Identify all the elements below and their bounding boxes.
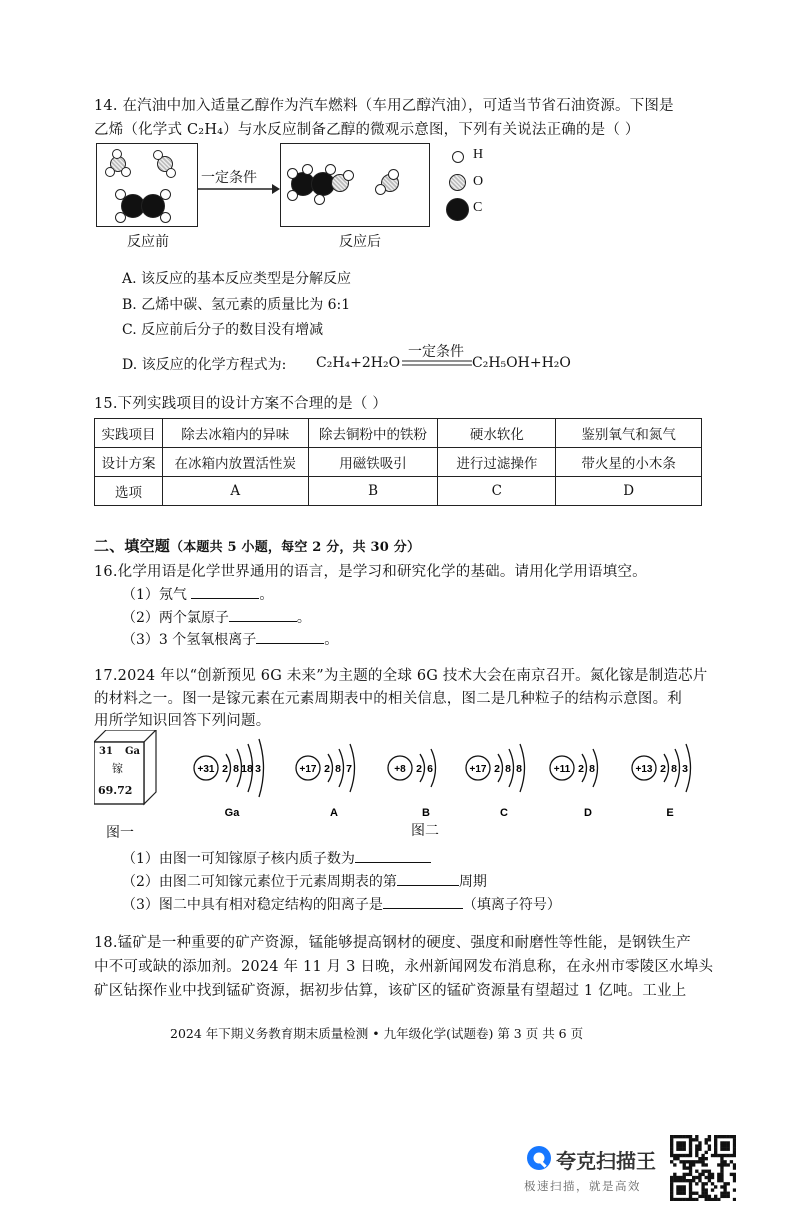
particle-B xyxy=(388,749,436,819)
after-box xyxy=(280,143,430,227)
electron-count: 3 xyxy=(682,763,688,775)
table-row: 设计方案 在冰箱内放置活性炭 用磁铁吸引 进行过滤操作 带火星的小木条 xyxy=(95,448,702,477)
electron-count: 18 xyxy=(241,763,253,775)
particle-diagrams xyxy=(180,726,720,821)
q17-sub-1: （1）由图一可知镓原子核内质子数为 xyxy=(122,848,431,868)
element-mass: 69.72 xyxy=(98,784,133,797)
particle-label: E xyxy=(666,807,674,819)
q17-stem-line1: 17.2024 年以“创新预见 6G 未来”为主题的全球 6G 技术大会在南京召开。氮化镓是制造芯片 xyxy=(94,668,708,684)
carbon-legend-icon xyxy=(446,198,469,221)
hydrogen-legend-icon xyxy=(452,151,464,163)
q18-stem-line2: 中不可或缺的添加剂。2024 年 11 月 3 日晚，永州新闻网发布消息称，在永州市零陵区水埠头 xyxy=(94,959,714,975)
q17-sub-2: （2）由图二可知镓元素位于元素周期表的第 周期 xyxy=(122,871,487,891)
answer-blank[interactable] xyxy=(256,629,324,644)
q14-option-c: C. 反应前后分子的数目没有增减 xyxy=(122,322,324,338)
section-heading: 二、填空题（本题共 5 小题，每空 2 分，共 30 分） xyxy=(94,537,421,555)
page-footer: 2024 年下期义务教育期末质量检测 • 九年级化学(试题卷) 第 3 页 共 6 页 xyxy=(170,1026,584,1041)
q14-option-d: D. 该反应的化学方程式为: xyxy=(122,357,287,373)
electron-count: 2 xyxy=(494,763,500,775)
nucleus-charge: +8 xyxy=(394,764,406,775)
table-row: 实践项目 除去冰箱内的异味 除去铜粉中的铁粉 硬水软化 鉴别氧气和氮气 xyxy=(95,419,702,448)
particle-Ga xyxy=(194,739,264,819)
particle-label: A xyxy=(330,807,338,819)
electron-count: 3 xyxy=(255,763,261,775)
answer-blank[interactable] xyxy=(383,894,463,909)
electron-count: 7 xyxy=(346,763,352,775)
particle-label: B xyxy=(422,807,430,819)
q14-option-a: A. 该反应的基本反应类型是分解反应 xyxy=(122,271,352,287)
q17-sub-3: （3）图二中具有相对稳定结构的阳离子是 （填离子符号） xyxy=(122,894,561,914)
q16-item-3: （3）3 个氢氧根离子 。 xyxy=(122,629,338,649)
answer-blank[interactable] xyxy=(229,607,297,622)
equation-equals-sign xyxy=(402,360,472,366)
electron-count: 8 xyxy=(233,763,239,775)
q14-option-d-left: C₂H₄+2H₂O xyxy=(316,355,401,371)
particle-D xyxy=(550,749,598,819)
scanner-brand: 夸克扫描王 xyxy=(556,1149,656,1173)
answer-blank[interactable] xyxy=(397,871,459,886)
fig1-caption: 图一 xyxy=(106,825,134,841)
electron-count: 8 xyxy=(516,763,522,775)
electron-count: 8 xyxy=(589,763,595,775)
particle-label: Ga xyxy=(224,807,240,819)
electron-count: 6 xyxy=(427,763,433,775)
qr-code-icon xyxy=(670,1135,736,1201)
answer-blank[interactable] xyxy=(191,584,259,599)
scanner-slogan: 极速扫描，就是高效 xyxy=(524,1179,641,1193)
particle-C xyxy=(466,744,525,819)
nucleus-charge: +31 xyxy=(197,764,215,775)
nucleus-charge: +17 xyxy=(299,764,317,775)
q17-stem-line3: 用所学知识回答下列问题。 xyxy=(94,713,271,729)
q16-item-2: （2）两个氯原子 。 xyxy=(122,607,311,627)
nucleus-charge: +11 xyxy=(553,764,571,775)
electron-count: 2 xyxy=(222,763,228,775)
element-symbol: Ga xyxy=(125,746,141,757)
q16-stem: 16.化学用语是化学世界通用的语言，是学习和研究化学的基础。请用化学用语填空。 xyxy=(94,564,647,580)
nucleus-charge: +17 xyxy=(469,764,487,775)
electron-count: 8 xyxy=(505,763,511,775)
q14-stem-line2: 乙烯（化学式 C₂H₄）与水反应制备乙醇的微观示意图，下列有关说法正确的是（ ） xyxy=(94,122,640,138)
after-label: 反应后 xyxy=(339,234,381,250)
q16-item-1: （1）氖气 。 xyxy=(122,584,273,604)
electron-count: 8 xyxy=(335,763,341,775)
before-label: 反应前 xyxy=(127,234,169,250)
element-name: 镓 xyxy=(112,762,123,775)
particle-label: C xyxy=(500,807,508,819)
particle-label: D xyxy=(584,807,592,819)
before-box xyxy=(96,143,198,227)
q15-stem: 15.下列实践项目的设计方案不合理的是（ ） xyxy=(94,396,388,412)
oxygen-legend-icon xyxy=(449,174,466,191)
answer-blank[interactable] xyxy=(355,848,431,863)
q14-option-d-right: C₂H₅OH+H₂O xyxy=(472,355,571,371)
electron-count: 2 xyxy=(324,763,330,775)
table-row: 选项 A B C D xyxy=(95,477,702,506)
q14-option-d-condition: 一定条件 xyxy=(408,344,464,360)
particle-E xyxy=(632,744,691,819)
fig2-caption: 图二 xyxy=(411,823,439,839)
q15-table xyxy=(94,418,702,506)
electron-count: 2 xyxy=(660,763,666,775)
particle-A xyxy=(296,744,355,819)
reaction-arrow xyxy=(198,183,280,195)
electron-count: 2 xyxy=(578,763,584,775)
q14-stem-line1: 14. 在汽油中加入适量乙醇作为汽车燃料（车用乙醇汽油），可适当节省石油资源。下图是 xyxy=(94,98,674,114)
q14-option-b: B. 乙烯中碳、氢元素的质量比为 6:1 xyxy=(122,297,351,313)
q18-stem-line1: 18.锰矿是一种重要的矿产资源，锰能够提高钢材的硬度、强度和耐磨性等性能，是钢铁生产 xyxy=(94,935,691,951)
scanner-logo-icon xyxy=(526,1145,552,1171)
nucleus-charge: +13 xyxy=(635,764,653,775)
q18-stem-line3: 矿区钻探作业中找到锰矿资源，据初步估算，该矿区的锰矿资源量有望超过 1 亿吨。工业上 xyxy=(94,983,687,999)
element-number: 31 xyxy=(99,746,113,757)
electron-count: 2 xyxy=(416,763,422,775)
electron-count: 8 xyxy=(671,763,677,775)
q17-stem-line2: 的材料之一。图一是镓元素在元素周期表中的相关信息，图二是几种粒子的结构示意图。利 xyxy=(94,691,682,707)
arrow-label: 一定条件 xyxy=(201,170,257,186)
